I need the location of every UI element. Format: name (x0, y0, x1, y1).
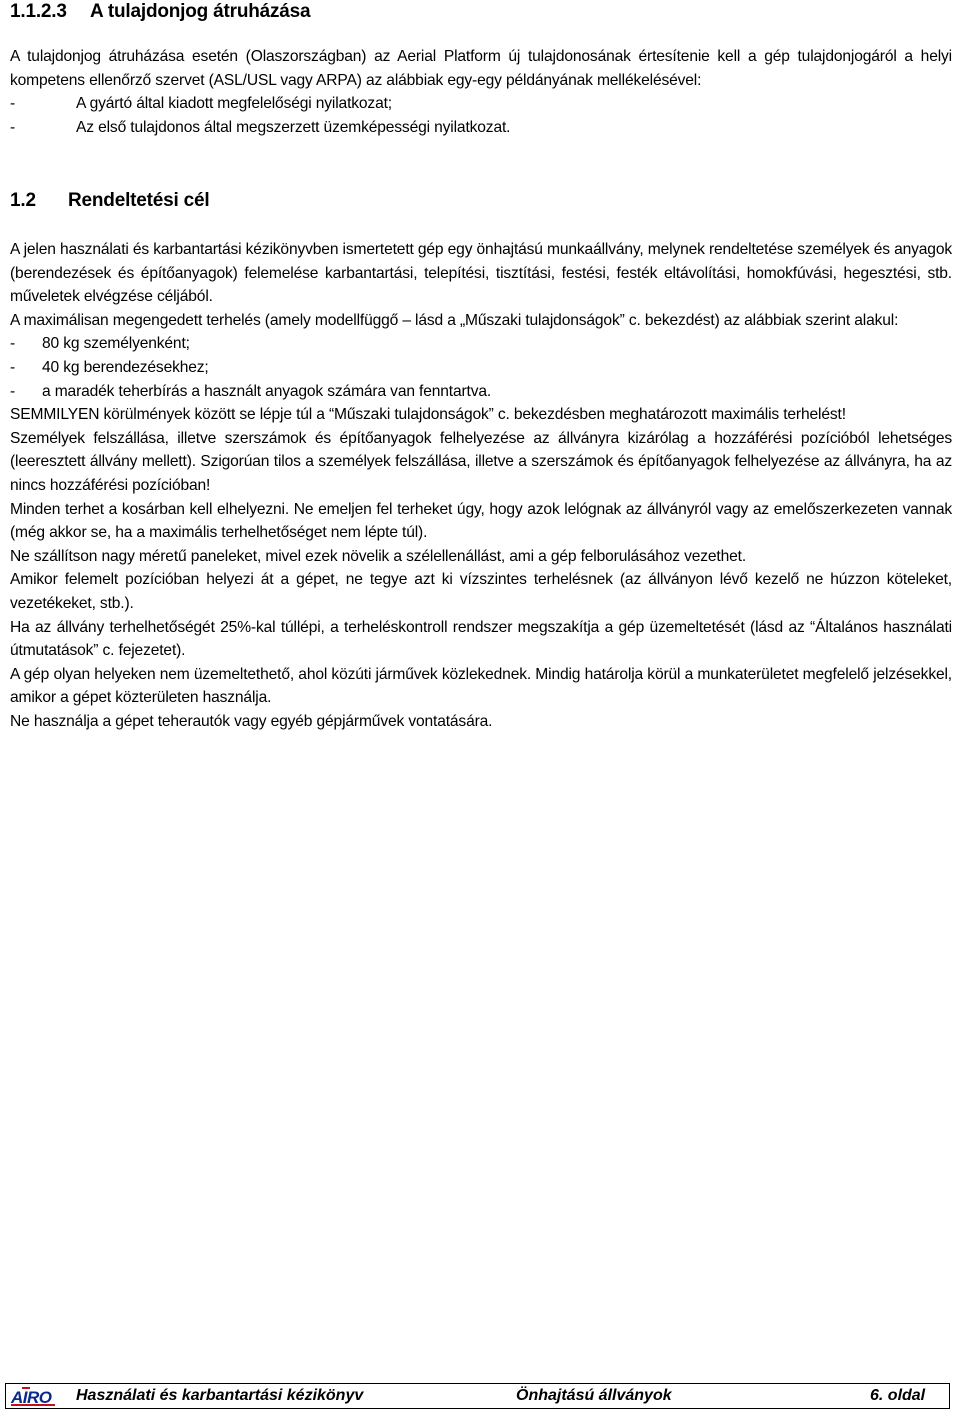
list-item (10, 92, 952, 116)
list-item (10, 116, 952, 140)
list-dash: - (10, 382, 16, 400)
list-dash: - (10, 95, 16, 113)
list-item-text: Az első tulajdonos által megszerzett üzemképességi nyilatkozat. (76, 118, 511, 136)
footer-product: Önhajtású állványok (516, 1387, 672, 1404)
footer-page-number: 6. oldal (870, 1387, 926, 1404)
list-item (10, 332, 952, 356)
list-dash: - (10, 358, 16, 376)
list-item (10, 380, 952, 404)
section-2-body (10, 238, 952, 733)
list-dash: - (10, 118, 16, 136)
section-title: A tulajdonjog átruházása (90, 1, 311, 22)
purpose-paragraph: A jelen használati és karbantartási kézikönyvben ismertetett gép egy önhajtású munkaállvány, melynek rendeltetése személyek és anyagok (berendezések és építőanyagok) felemelése karbantartási, telepítési, tisztítási, festési, festék eltávolítási, homokfúvási, hegesztési, stb. műveletek elvégzése céljából. (10, 241, 952, 306)
list-dash: - (10, 335, 16, 353)
list-item-text: 40 kg berendezésekhez; (42, 358, 209, 376)
list-item-text: a maradék teherbírás a használt anyagok számára van fenntartva. (42, 382, 492, 400)
section-heading-1-2 (10, 189, 209, 213)
section-number: 1.1.2.3 (10, 1, 67, 22)
airo-logo (8, 1385, 58, 1407)
load-control-paragraph: Ha az állvány terhelhetőségét 25%-kal túllépi, a terheléskontroll rendszer megszakítja a gép üzemeltetését (lásd az “Általános használati útmutatások” c. fejezetet). (10, 618, 952, 660)
section-heading-1-1-2-3 (10, 0, 310, 24)
list-item-text: A gyártó által kiadott megfelelőségi nyilatkozat; (76, 95, 392, 113)
page-footer (5, 1383, 950, 1409)
footer-manual-title: Használati és karbantartási kézikönyv (76, 1387, 364, 1404)
panels-paragraph: Ne szállítson nagy méretű paneleket, mivel ezek növelik a szélellenállást, ami a gép felborulásához vezethet. (10, 547, 747, 565)
basket-load-paragraph: Minden terhet a kosárban kell elhelyezni. Ne emeljen fel terheket úgy, hogy azok lelógnak az állványról vagy az emelőszerkezeten vannak (még akkor se, ha a maximális terhelhetőséget nem lépte túl). (10, 500, 952, 542)
boarding-paragraph: Személyek felszállása, illetve szerszámok és építőanyagok felhelyezése az állványra kizárólag a hozzáférési pozícióból lehetséges (leeresztett állvány mellett). Szigorúan tilos a személyek felszállása, illetve a szerszámok és építőanyagok felhelyezése az állványra, ha az nincs hozzáférési pozícióban! (10, 429, 952, 494)
section-number: 1.2 (10, 190, 36, 211)
towing-paragraph: Ne használja a gépet teherautók vagy egyéb gépjárművek vontatására. (10, 712, 493, 730)
svg-text:AIRO: AIRO (11, 1388, 52, 1407)
list-item-text: 80 kg személyenként; (42, 335, 190, 353)
overload-warning-paragraph: SEMMILYEN körülmények között se lépje túl a “Műszaki tulajdonságok” c. bekezdésben meghatározott maximális terhelést! (10, 406, 846, 424)
list-item (10, 356, 952, 380)
section-1-body (10, 45, 952, 139)
horizontal-load-paragraph: Amikor felemelt pozícióban helyezi át a gépet, ne tegye azt ki vízszintes terhelésnek (az állványon lévő kezelő ne húzzon köteleket, vezetékeket, stb.). (10, 571, 952, 612)
traffic-paragraph: A gép olyan helyeken nem üzemeltethető, ahol közúti járművek közlekednek. Mindig határolja körül a munkaterületet megfelelő jelzésekkel, amikor a gépet közterületen használja. (10, 665, 952, 707)
section-title: Rendeltetési cél (68, 190, 210, 211)
max-load-paragraph: A maximálisan megengedett terhelés (amely modellfüggő – lásd a „Műszaki tulajdonságok” c. bekezdést) az alábbiak szerint alakul: (10, 311, 899, 329)
ownership-transfer-paragraph: A tulajdonjog átruházása esetén (Olaszországban) az Aerial Platform új tulajdonosának értesítenie kell a gép tulajdonjogáról a helyi kompetens ellenőrző szervet (ASL/USL vagy ARPA) az alábbiak egy-egy példányának mellékelésével: (10, 48, 952, 89)
